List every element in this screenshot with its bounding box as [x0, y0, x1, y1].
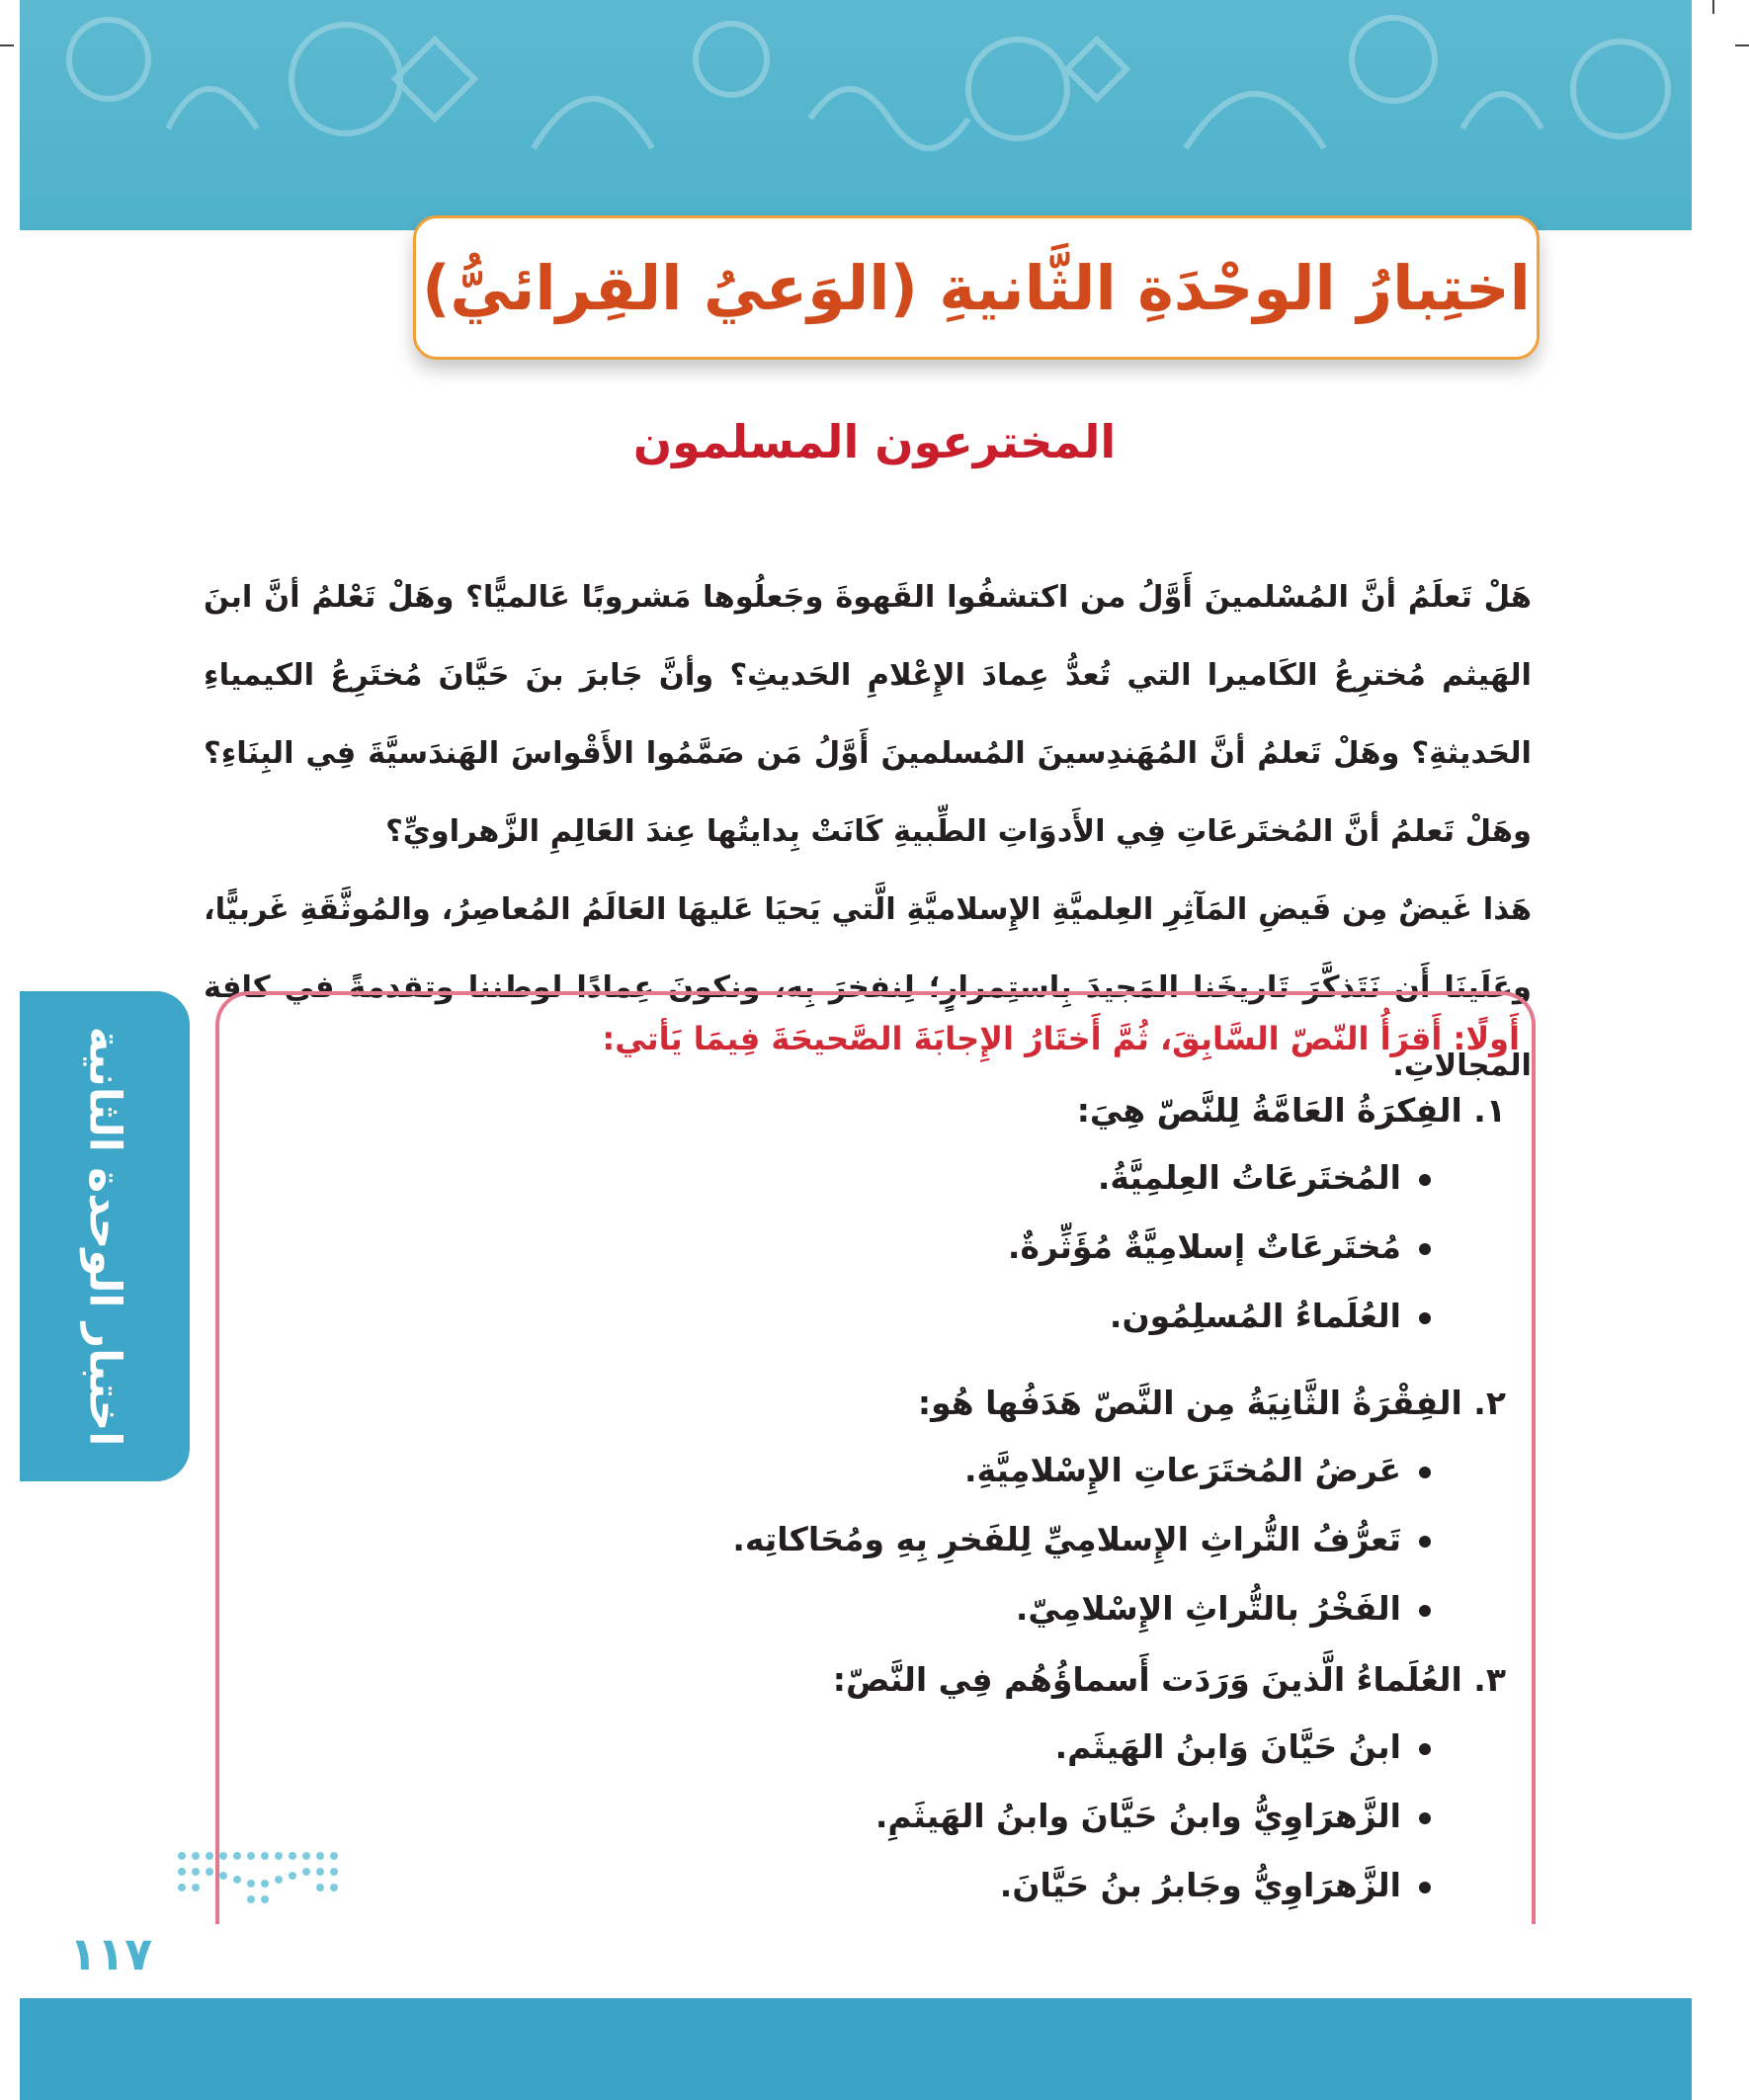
bullet-icon — [1419, 1243, 1431, 1255]
calligraphy-pattern — [20, 0, 1692, 230]
question-1-option-3[interactable]: العُلَماءُ المُسلِمُون. — [1110, 1297, 1431, 1335]
crop-mark — [0, 44, 14, 46]
question-2-option-2[interactable]: تَعرُّفُ التُّراثِ الإِسلامِيِّ لِلفَخرِ بِهِ ومُحَاكاتِه. — [732, 1520, 1431, 1558]
questions-heading: أَولًا: أَقرَأُ النّصّ السَّابِقَ، ثُمَّ أَختَارُ الإِجابَةَ الصَّحيحَةَ فِيمَا يَأتي: — [602, 1020, 1520, 1057]
question-2: ٢. الفِقْرَةُ الثَّانِيَةُ مِن النَّصّ هَدَفُها هُو: — [917, 1384, 1506, 1422]
bullet-icon — [1419, 1312, 1431, 1324]
question-1: ١. الفِكرَةُ العَامَّةُ لِلنَّصّ هِيَ: — [1076, 1091, 1506, 1130]
bullet-icon — [1419, 1174, 1431, 1186]
ministry-logo — [172, 1846, 350, 1909]
crop-mark — [1735, 44, 1749, 46]
question-1-option-1[interactable]: المُختَرعَاتُ العِلمِيَّةُ. — [1098, 1158, 1431, 1197]
question-2-option-1[interactable]: عَرضُ المُختَرَعاتِ الإِسْلامِيَّةِ. — [964, 1451, 1431, 1489]
bullet-icon — [1419, 1605, 1431, 1617]
question-3-option-1[interactable]: ابنُ حَيَّانَ وَابنُ الهَيثَم. — [1055, 1727, 1431, 1766]
crop-mark — [1712, 0, 1714, 14]
passage-title: المخترعون المسلمون — [632, 415, 1117, 468]
bullet-icon — [1419, 1536, 1431, 1548]
question-1-option-2[interactable]: مُختَرعَاتٌ إسلامِيَّةٌ مُؤَثِّرةٌ. — [1008, 1227, 1431, 1266]
question-3: ٣. العُلَماءُ الَّذينَ وَرَدَت أَسماؤُهُم فِي النَّصّ: — [832, 1660, 1506, 1699]
bullet-icon — [1419, 1812, 1431, 1824]
bullet-icon — [1419, 1882, 1431, 1893]
question-3-option-3[interactable]: الزَّهرَاوِيُّ وجَابرُ بنُ حَيَّانَ. — [1000, 1866, 1431, 1904]
header-band — [20, 0, 1692, 230]
question-2-option-3[interactable]: الفَخْرُ بالتُّراثِ الإِسْلامِيّ. — [1016, 1589, 1431, 1628]
question-3-option-2[interactable]: الزَّهرَاوِيُّ وابنُ حَيَّانَ وابنُ الهَيثَمِ. — [875, 1797, 1431, 1835]
bullet-icon — [1419, 1743, 1431, 1755]
passage-paragraph-2: هَذا غَيضٌ مِن فَيضِ المَآثِرِ العِلميَّةِ الإِسلاميَّةِ الَّتي يَحيَا عَليهَا العَالَمُ المُعاصِرُ، والمُوثَّقَةِ غَربيًّا، وعَلَينَا أَن نَتَذكَّرَ تَاريخَنا المَجيدَ بِاستِمرارٍ؛ لِنفخرَ بِه، ونكونَ عِمادًا لوطننا وتقدمةً في كافة المجالاتِ. — [204, 892, 1532, 1083]
bullet-icon — [1419, 1467, 1431, 1478]
footer-band — [20, 1998, 1692, 2100]
page-number: ١١٧ — [69, 1927, 153, 1980]
passage-paragraph-1: هَلْ تَعلَمُ أنَّ المُسْلمينَ أَوَّلُ من اكتشفُوا القَهوةَ وجَعلُوها مَشروبًا عَالميًّا؟ وهَلْ تَعْلمُ أنَّ ابنَ الهَيثم مُخترِعُ الكَاميرا التي تُعدُّ عِمادَ الإِعْلامِ الحَديثِ؟ وأنَّ جَابرَ بنَ حَيَّانَ مُختَرِعُ الكيمياءِ الحَديثةِ؟ وهَلْ تَعلمُ أنَّ المُهَندِسينَ المُسلمينَ أَوَّلُ مَن صَمَّمُوا الأَقْواسَ الهَندَسيَّةَ فِي البِنَاءِ؟ وهَلْ تَعلمُ أنَّ المُختَرعَاتِ فِي الأَدوَاتِ الطِّبيةِ كَانَتْ بِدايتُها عِندَ العَالِمِ الزَّهراويِّ؟ — [204, 580, 1532, 849]
side-tab-label: اختبار الوحدة الثانية — [79, 1026, 130, 1447]
page-title: اختِبارُ الوحْدَةِ الثَّانيةِ (الوَعيُ القِرائيُّ) — [422, 251, 1531, 324]
unit-test-title-box — [413, 215, 1540, 360]
side-tab — [20, 991, 190, 1481]
